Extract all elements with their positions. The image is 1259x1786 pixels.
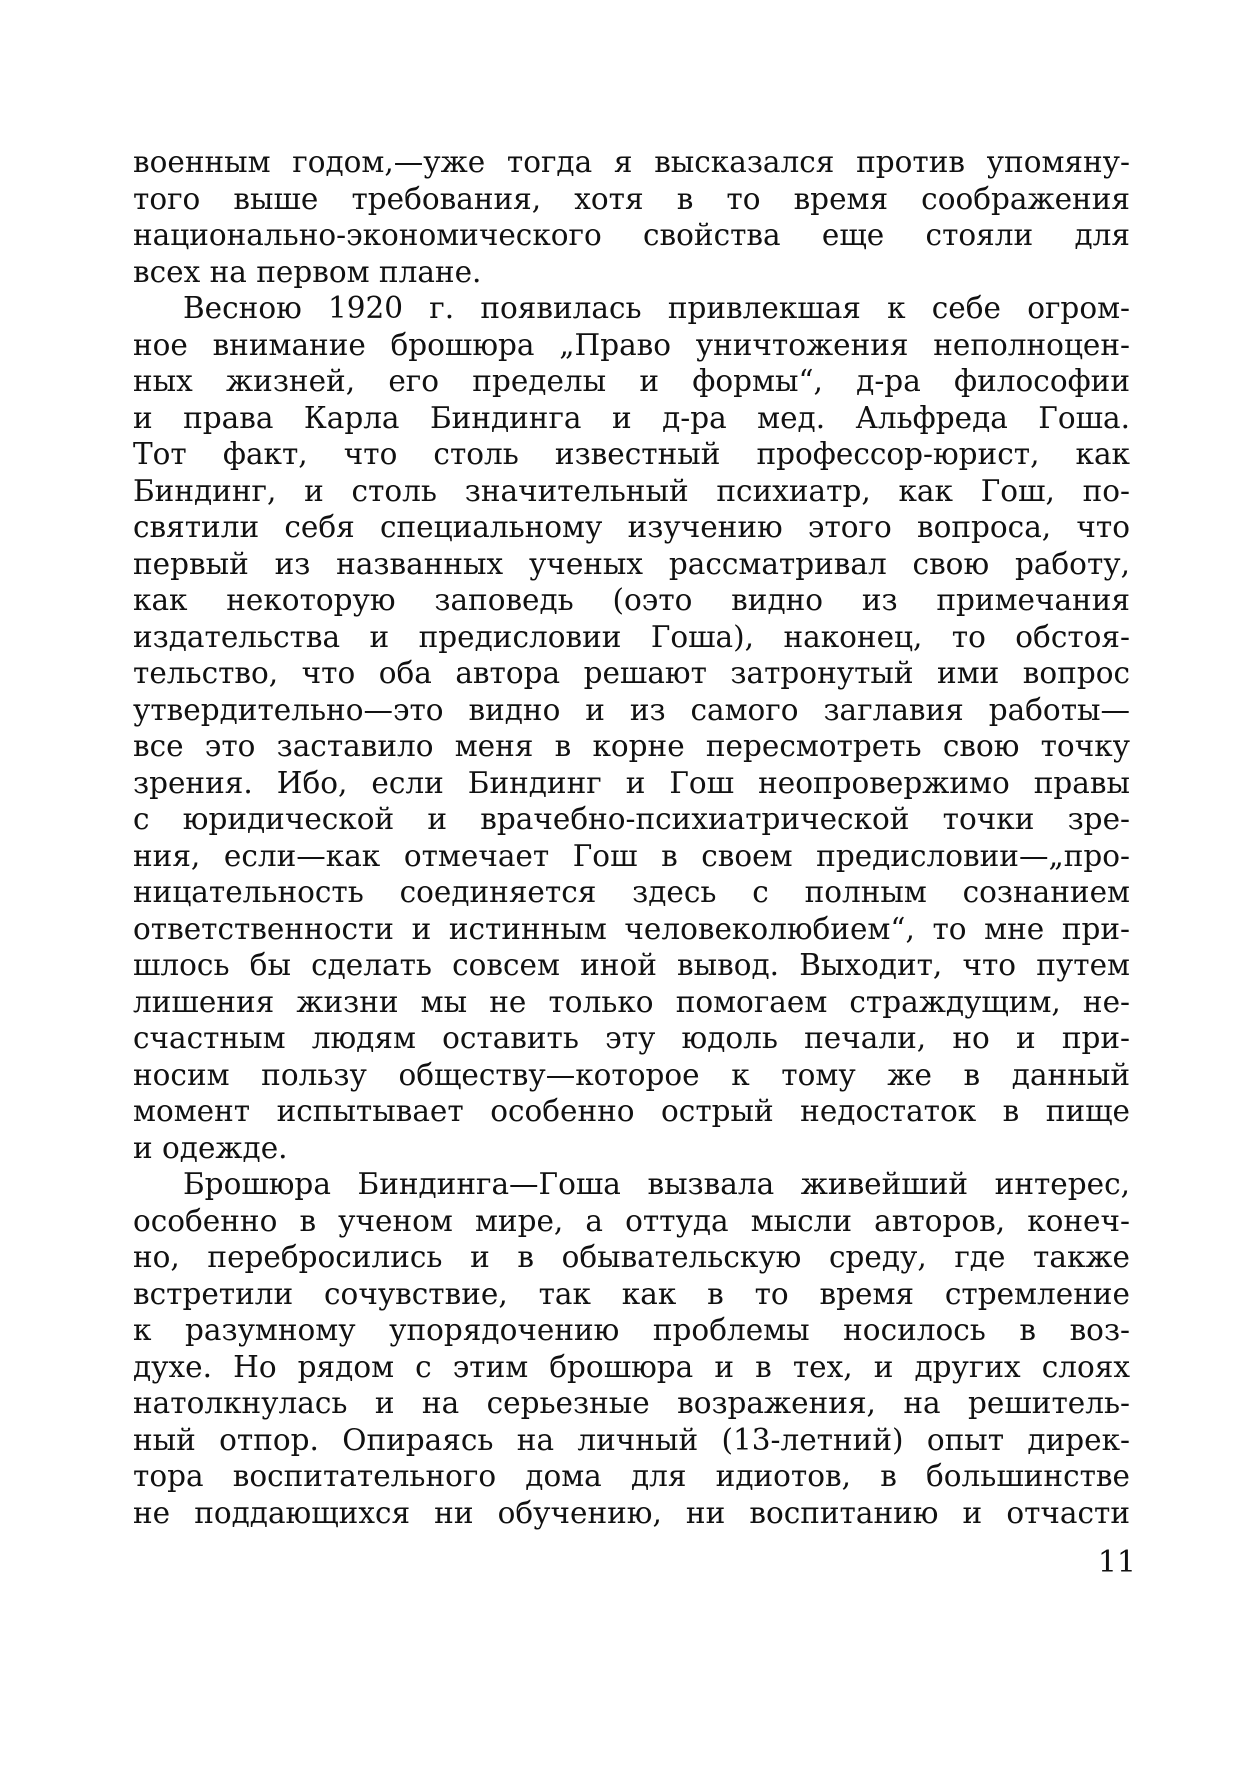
text-line: счастным людям оставить эту юдоль печали, но и при- [133,1021,1130,1055]
paragraph-first-line: Брошюра Биндинга—Гоша вызвала живейший интерес, [183,1167,1130,1201]
text-line: ный отпор. Опираясь на личный (13-летний) опыт дирек- [133,1422,1130,1457]
text-line: и права Карла Биндинга и д-ра мед. Альфреда Гоша. [133,400,1130,435]
text-line: как некоторую заповедь (оэто видно из примечания [133,583,1130,617]
text-line: национально-экономического свойства еще стояли для [133,218,1130,252]
text-line: момент испытывает особенно острый недостаток в пище [133,1094,1130,1128]
text-line: того выше требования, хотя в то время соображения [133,181,1130,216]
text-line: не поддающихся ни обучению, ни воспитанию и отчасти [133,1495,1130,1530]
text-line: тора воспитательного дома для идиотов, в большинстве [133,1459,1130,1493]
text-line: ное внимание брошюра „Право уничтожения неполноцен- [133,327,1130,362]
text-line: духе. Но рядом с этим брошюра и в тех, и других слоях [133,1349,1130,1384]
text-line: издательства и предисловии Гоша), наконец, то обстоя- [133,619,1130,654]
text-line: но, перебросились и в обывательскую среду, где также [133,1240,1130,1274]
text-line: Тот факт, что столь известный профессор-юрист, как [133,437,1130,471]
text-line: Биндинг, и столь значительный психиатр, как Гош, по- [133,473,1130,508]
text-line: зрения. Ибо, если Биндинг и Гош неопровержимо правы [133,765,1130,800]
text-line: шлось бы сделать совсем иной вывод. Выходит, что путем [133,948,1130,982]
text-line: тельство, что оба автора решают затронутый ими вопрос [133,656,1130,690]
text-line: ных жизней, его пределы и формы“, д-ра философии [133,364,1130,398]
text-line: ответственности и истинным человеколюбием“, то мне при- [133,911,1130,946]
text-line: натолкнулась и на серьезные возражения, на решитель- [133,1386,1130,1420]
paragraph-first-line: Весною 1920 г. появилась привлекшая к себе огром- [183,291,1130,325]
text-line: встретили сочувствие, так как в то время стремление [133,1276,1130,1311]
text-line: и одежде. [133,1130,288,1165]
text-line: святили себя специальному изучению этого вопроса, что [133,510,1130,544]
text-line: ния, если—как отмечает Гош в своем предисловии—„про- [133,838,1130,873]
text-line: всех на первом плане. [133,254,482,289]
page-number: 11 [1097,1545,1136,1580]
text-line: первый из названных ученых рассматривал свою работу, [133,546,1130,581]
text-line: носим пользу обществу—которое к тому же в данный [133,1057,1130,1092]
text-line: особенно в ученом мире, а оттуда мысли авторов, конеч- [133,1203,1130,1238]
text-line: с юридической и врачебно-психиатрической точки зре- [133,802,1130,836]
text-line: ницательность соединяется здесь с полным сознанием [133,875,1130,909]
text-line: военным годом,—уже тогда я высказался против упомяну- [133,145,1130,179]
text-line: утвердительно—это видно и из самого заглавия работы— [133,692,1130,727]
body-text [133,144,1130,1531]
text-line: лишения жизни мы не только помогаем страждущим, не- [133,984,1130,1019]
text-line: все это заставило меня в корне пересмотреть свою точку [133,729,1130,763]
text-line: к разумному упорядочению проблемы носилось в воз- [133,1313,1130,1347]
